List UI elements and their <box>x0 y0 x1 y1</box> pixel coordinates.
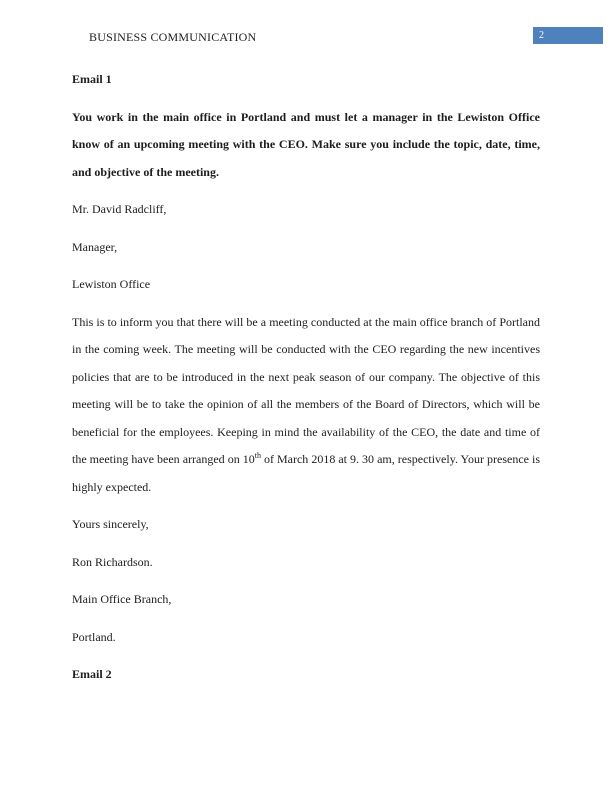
email1-body-paragraph <box>72 309 540 502</box>
body-text-part1: This is to inform you that there will be a meeting conducted at the main office branch of Portland in the coming week. The meeting will be conducted with the CEO regarding the new incentives policies that are to be introduced in the next peak season of our company. The objective of this meeting will be to take the opinion of all the members of the Board of Directors, which will be beneficial for the employees. Keeping in mind the availability of the CEO, the date and time of the meeting have been arranged on 10 <box>72 314 540 466</box>
signature-name-line: Ron Richardson. <box>72 554 153 569</box>
recipient-title-line: Manager, <box>72 239 118 254</box>
page-number: 2 <box>539 30 544 41</box>
signature-city-line: Portland. <box>72 629 116 644</box>
ordinal-superscript: th <box>254 451 261 460</box>
recipient-office-line: Lewiston Office <box>72 277 151 291</box>
email2-heading: Email 2 <box>72 667 112 681</box>
letter-content <box>72 66 540 699</box>
recipient-name-line: Mr. David Radcliff, <box>72 202 167 216</box>
email1-heading: Email 1 <box>72 72 112 86</box>
closing-line: Yours sincerely, <box>72 517 149 531</box>
email1-prompt-paragraph: You work in the main office in Portland and must let a manager in the Lewiston Office know of an upcoming meeting with the CEO. Make sure you include the topic, date, time, and objective of the meeting. <box>72 109 540 179</box>
body-text-part2: of March 2018 at 9. 30 am, respectively. Your presence is highly expected. <box>72 452 540 494</box>
header-title: BUSINESS COMMUNICATION <box>89 30 257 44</box>
page-number-badge <box>533 27 603 44</box>
signature-office-line: Main Office Branch, <box>72 592 172 606</box>
running-header <box>89 27 603 45</box>
